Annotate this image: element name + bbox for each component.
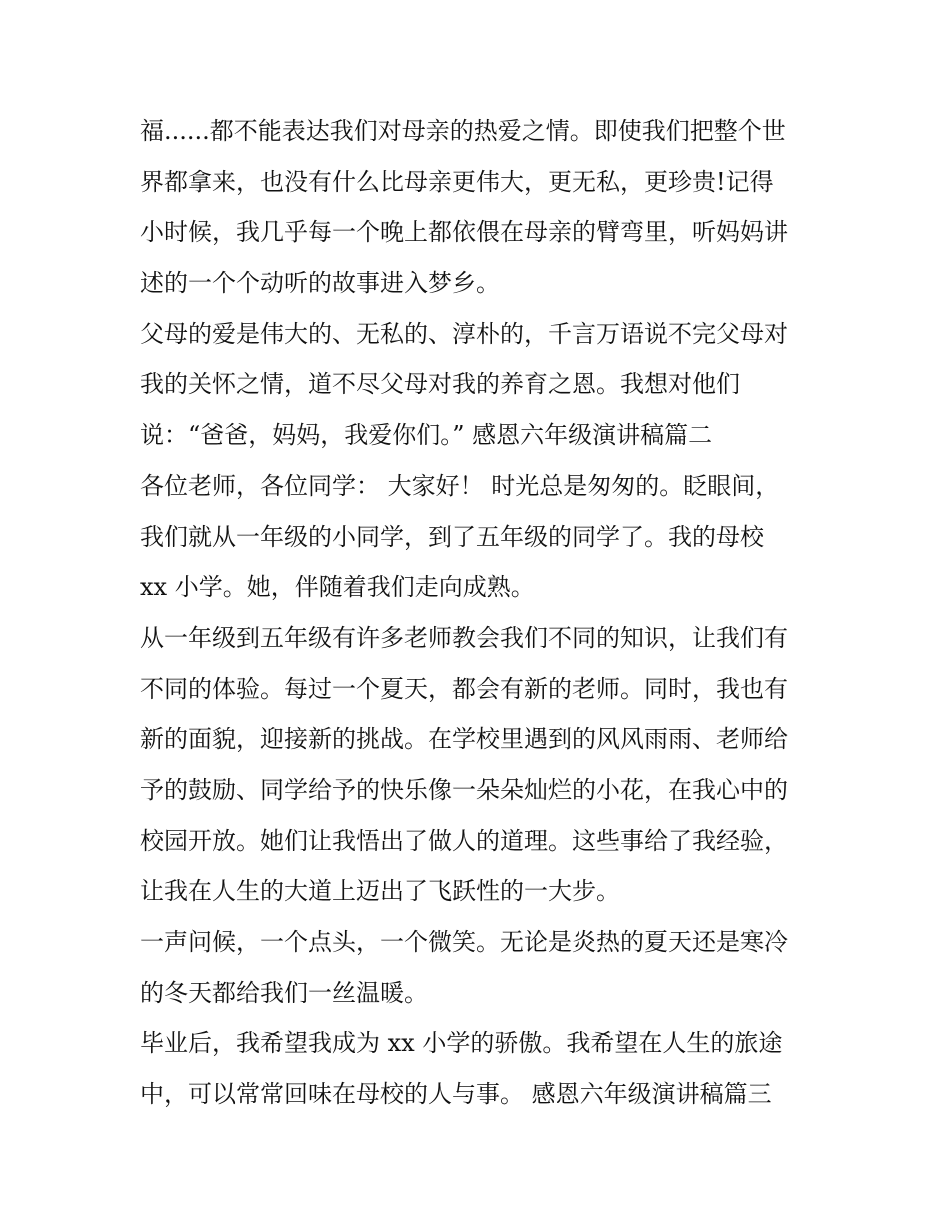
text-line-15: 校园开放。她们让我悟出了做人的道理。这些事给了我经验， bbox=[140, 826, 788, 855]
text-line-10: xx 小学。她，伴随着我们走向成熟。 bbox=[140, 573, 535, 602]
text-line-5: 父母的爱是伟大的、无私的、淳朴的，千言万语说不完父母对 bbox=[140, 319, 788, 348]
text-line-16: 让我在人生的大道上迈出了飞跃性的一大步。 bbox=[140, 877, 620, 906]
text-line-20: 中，可以常常回味在母校的人与事。 感恩六年级演讲稿篇三 bbox=[140, 1080, 772, 1109]
document-body-text bbox=[140, 106, 820, 1120]
text-line-7: 说：“爸爸，妈妈，我爱你们。” 感恩六年级演讲稿篇二 bbox=[140, 421, 713, 450]
text-line-19: 毕业后，我希望我成为 xx 小学的骄傲。我希望在人生的旅途 bbox=[140, 1029, 783, 1058]
text-line-3: 小时候，我几乎每一个晚上都依偎在母亲的臂弯里，听妈妈讲 bbox=[140, 218, 788, 247]
text-line-18: 的冬天都给我们一丝温暖。 bbox=[140, 978, 428, 1007]
text-line-8: 各位老师，各位同学： 大家好！ 时光总是匆匆的。眨眼间， bbox=[140, 471, 780, 500]
text-line-11: 从一年级到五年级有许多老师教会我们不同的知识，让我们有 bbox=[140, 623, 788, 652]
text-line-2: 界都拿来，也没有什么比母亲更伟大，更无私，更珍贵!记得 bbox=[140, 167, 774, 196]
text-line-14: 予的鼓励、同学给予的快乐像一朵朵灿烂的小花，在我心中的 bbox=[140, 775, 788, 804]
text-line-12: 不同的体验。每过一个夏天，都会有新的老师。同时，我也有 bbox=[140, 674, 788, 703]
text-line-17: 一声问候，一个点头，一个微笑。无论是炎热的夏天还是寒冷 bbox=[140, 928, 788, 956]
text-line-13: 新的面貌，迎接新的挑战。在学校里遇到的风风雨雨、老师给 bbox=[140, 725, 788, 754]
text-line-6: 我的关怀之情，道不尽父母对我的养育之恩。我想对他们 bbox=[140, 370, 740, 399]
text-line-9: 我们就从一年级的小同学，到了五年级的同学了。我的母校 bbox=[140, 522, 764, 551]
text-line-1: 福......都不能表达我们对母亲的热爱之情。即使我们把整个世 bbox=[140, 117, 786, 145]
text-line-4: 述的一个个动听的故事进入梦乡。 bbox=[140, 269, 500, 298]
